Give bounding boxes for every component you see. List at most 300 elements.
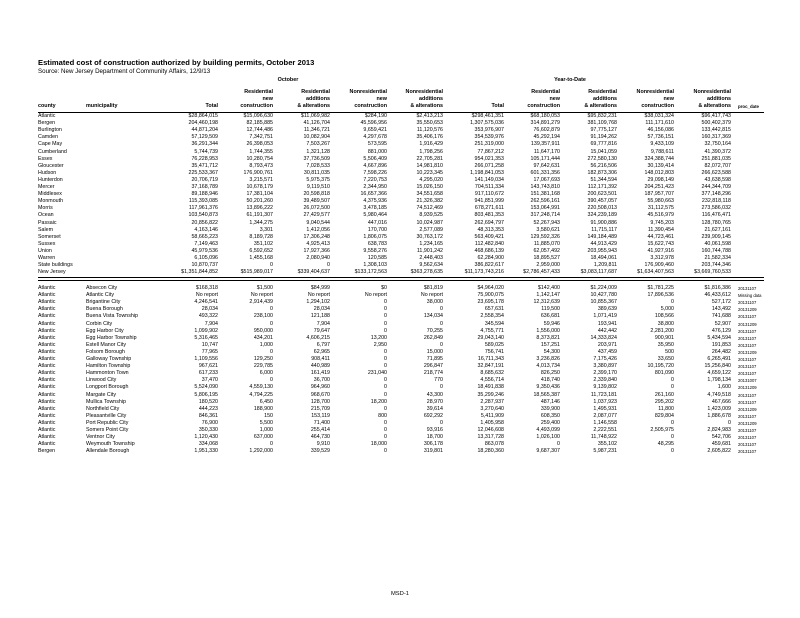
cell-municipality: Longport Borough [86, 384, 129, 391]
cell-value: 15,256,840 [704, 363, 731, 370]
cell-value: 4,606,215 [306, 334, 330, 341]
cell-municipality: Ventnor City [86, 434, 115, 441]
cell-value: 11,390,454 [647, 226, 674, 233]
cell-value: 900,901 [654, 334, 674, 341]
cell-value: 0 [671, 299, 674, 306]
table-row [0, 349, 800, 356]
cell-value: 0 [671, 434, 674, 441]
table-header [0, 77, 800, 112]
cell-value: $81,819 [423, 285, 443, 291]
cell-county: Atlantic [38, 313, 56, 320]
cell-county: Gloucester [38, 162, 64, 169]
cell-value: 119,500 [541, 306, 560, 313]
cell-value: 40,061,598 [704, 240, 731, 247]
cell-value: 12,312,639 [533, 299, 560, 306]
cell-municipality: Pleasantville City [86, 412, 127, 419]
cell-value: 493,322 [198, 313, 218, 320]
cell-value: 829,804 [654, 412, 674, 419]
cell-value: 355,102 [597, 441, 617, 448]
cell-value: 37,736,509 [303, 155, 330, 162]
cell-county: Atlantic [38, 427, 56, 433]
cell-value: 34,551,658 [416, 191, 443, 198]
cell-value: 13,317,728 [477, 434, 504, 441]
cell-value: 1,798,134 [707, 377, 731, 384]
cell-value: $1,500 [256, 285, 273, 291]
cell-proc-date: 20131107 [738, 357, 757, 362]
cell-value: 4,559,130 [249, 384, 273, 391]
cell-value: 0 [384, 327, 387, 334]
table-row [0, 113, 800, 120]
cell-municipality: Egg Harbor Township [86, 334, 137, 341]
cell-value: 39,489,507 [303, 198, 330, 205]
cell-value: 6,797 [316, 341, 330, 348]
cell-county: State buildings [38, 262, 73, 269]
cell-value: 46,156,086 [647, 127, 674, 134]
cell-value: 18,895,527 [533, 255, 560, 261]
cell-value: 143,743,810 [530, 184, 560, 190]
cell-value: 18,494,061 [590, 255, 617, 261]
cell-value: 10,024,987 [416, 219, 443, 226]
cell-value: 76,228,953 [191, 155, 218, 162]
cell-value: $4,964,020 [477, 285, 504, 291]
cell-value: 62,965 [313, 348, 330, 355]
col-total-ytd: Total [491, 103, 504, 109]
cell-value: 0 [384, 434, 387, 441]
cell-value: 17,896,536 [647, 292, 674, 299]
cell-value: 62,284,900 [477, 255, 504, 261]
cell-value: 91,900,886 [590, 219, 617, 226]
table-row [0, 292, 800, 299]
cell-value: 1,951,330 [194, 448, 218, 455]
cell-value: 0 [384, 313, 387, 320]
table-row [0, 141, 800, 148]
cell-value: 5,980,464 [363, 212, 387, 219]
cell-municipality: Estell Manor City [86, 341, 127, 348]
cell-value: 15,000 [426, 348, 443, 355]
cell-value: 141,149,034 [474, 176, 504, 183]
cell-value: 9,562,634 [419, 262, 443, 269]
cell-county: Atlantic [38, 306, 56, 313]
cell-value: 44,913,429 [590, 240, 617, 247]
cell-value: 7,175,426 [593, 356, 617, 362]
table-row [0, 120, 800, 127]
cell-value: 9,659,421 [363, 127, 387, 134]
cell-value: $1,224,009 [590, 285, 617, 291]
cell-value: 82,072,707 [704, 162, 731, 169]
cell-value: 232,818,118 [701, 198, 731, 205]
cell-value: 58,665,223 [191, 233, 218, 240]
cell-value: 3,380,897 [593, 363, 617, 370]
cell-value: 28,034 [313, 306, 330, 313]
table-row [0, 255, 800, 262]
cell-value: 61,191,307 [246, 212, 273, 219]
cell-value: 262,849 [423, 334, 443, 341]
cell-value: 1,099,902 [194, 327, 218, 334]
cell-municipality: Hamilton Township [86, 363, 131, 370]
cell-value: 116,476,471 [701, 212, 731, 219]
table-row [0, 198, 800, 205]
cell-value: 4,493,099 [536, 427, 560, 433]
table-row [0, 285, 800, 292]
report-source: Source: New Jersey Department of Community Affairs, 12/9/13 [38, 68, 211, 75]
cell-value: $515,989,017 [240, 269, 273, 276]
cell-value: 55,980,663 [647, 198, 674, 205]
cell-proc-date: 20131209 [738, 385, 757, 391]
cell-proc-date: 20131209 [738, 321, 757, 327]
cell-value: $38,031,324 [644, 113, 674, 119]
table-row [0, 370, 800, 377]
cell-proc-date: 20131007 [738, 378, 757, 384]
table-row [0, 384, 800, 391]
cell-value: 128,780,765 [701, 219, 731, 226]
cell-value: 13,896,222 [246, 205, 273, 212]
cell-value: 255,414 [310, 427, 330, 433]
cell-value: $1,351,844,852 [181, 269, 218, 276]
cell-value: 617,233 [198, 370, 218, 377]
cell-value: 447,016 [367, 219, 387, 226]
cell-value: 193,941 [597, 320, 617, 327]
table-row [0, 335, 800, 342]
cell-value: 11,715,117 [591, 226, 617, 233]
table-row [0, 184, 800, 191]
cell-value: 35,950 [657, 341, 674, 348]
cell-county: Atlantic [38, 398, 56, 405]
cell-value: 29,043,140 [477, 334, 504, 341]
cell-value: 41,927,916 [647, 247, 674, 254]
cell-value: 11,800 [658, 405, 674, 412]
cell-value: 1,234,165 [419, 240, 443, 247]
cell-proc-date: 20131107 [738, 399, 757, 405]
cell-value: 7,904 [316, 320, 330, 327]
cell-value: 5,434,594 [707, 334, 731, 341]
cell-value: 4,659,122 [707, 370, 731, 377]
cell-value: 103,540,873 [188, 212, 218, 219]
cell-value: 36,700 [313, 377, 330, 384]
cell-value: 9,350,436 [536, 384, 560, 391]
cell-value: 967,621 [198, 363, 218, 370]
cell-value: 0 [384, 419, 387, 426]
cell-value: 0 [671, 448, 674, 455]
cell-value: 908,411 [311, 356, 330, 362]
cell-proc-date: Missing data [738, 293, 762, 299]
cell-value: 38,800 [657, 320, 674, 327]
cell-value: 7,342,751 [249, 134, 273, 141]
cell-value: 0 [327, 262, 330, 269]
cell-value: 188,900 [253, 405, 273, 412]
cell-county: Atlantic [38, 391, 56, 398]
cell-value: $2,413,213 [416, 113, 443, 119]
cell-value: 8,939,525 [419, 212, 443, 219]
cell-value: 37,470 [201, 377, 218, 384]
cell-value: 1,886,678 [707, 412, 731, 419]
cell-value: 801,090 [654, 370, 674, 377]
col-county: county [38, 103, 56, 109]
cell-value: 20,856,822 [191, 219, 218, 226]
cell-value: 2,080,940 [306, 255, 330, 261]
cell-municipality: Egg Harbor City [86, 327, 124, 334]
table-row [0, 170, 800, 177]
cell-value: $284,190 [364, 113, 387, 119]
cell-value: 182,873,306 [587, 169, 617, 176]
cell-county: Sussex [38, 240, 56, 247]
cell-value: 381,109,768 [587, 120, 617, 127]
cell-value: 2,222,551 [593, 427, 617, 433]
cell-value: 129,250 [253, 356, 273, 362]
cell-value: 6,000 [259, 370, 273, 377]
cell-county: Hunterdon [38, 176, 63, 183]
cell-county: Atlantic [38, 441, 56, 448]
cell-value: 10,280,754 [246, 155, 273, 162]
cell-value: 45,292,194 [533, 134, 560, 141]
cell-value: 770 [434, 377, 443, 384]
cell-value: No report [307, 292, 330, 299]
cell-value: 9,788,611 [650, 148, 674, 155]
cell-value: 204,251,423 [644, 184, 674, 190]
cell-value: 11,748,922 [590, 434, 617, 441]
cell-value: 3,580,621 [536, 226, 560, 233]
cell-value: 324,388,744 [644, 155, 674, 162]
cell-value: 128,700 [310, 398, 330, 405]
cell-value: 48,313,353 [477, 226, 504, 233]
cell-value: 1,209,811 [593, 262, 617, 269]
cell-value: 112,482,840 [474, 240, 504, 247]
cell-value: 0 [384, 405, 387, 412]
cell-value: 1,556,000 [536, 327, 560, 334]
table-row [0, 191, 800, 198]
cell-value: 262,694,797 [474, 219, 504, 226]
cell-value: 203,955,943 [587, 247, 617, 254]
cell-value: 500 [665, 348, 674, 355]
cell-value: 97,775,127 [590, 127, 617, 134]
cell-value: 440,989 [310, 363, 330, 370]
cell-value: 4,013,734 [536, 363, 560, 370]
table-row [0, 234, 800, 241]
cell-value: 0 [440, 306, 443, 313]
cell-proc-date: 20131209 [738, 349, 757, 355]
cell-municipality: Linwood City [86, 377, 117, 384]
cell-county: Ocean [38, 212, 54, 219]
cell-value: 4,749,518 [707, 391, 731, 398]
cell-county: Atlantic [38, 292, 56, 299]
cell-value: 1,412,056 [306, 226, 330, 233]
cell-value: 161,419 [310, 370, 330, 377]
county-total-rule [38, 277, 764, 278]
cell-value: 27,429,577 [303, 212, 330, 219]
period-ytd: Year-to-Date [554, 77, 586, 83]
cell-value: 35,550,653 [416, 120, 443, 127]
county-total-rule-2 [38, 280, 764, 281]
cell-value: 476,129 [711, 327, 731, 334]
cell-value: 26,398,053 [246, 141, 273, 148]
col-res-new-ytd: Residential new construction [527, 89, 560, 109]
table-row [0, 420, 800, 427]
cell-value: 803,481,353 [474, 212, 504, 219]
cell-value: 117,961,376 [188, 205, 218, 212]
cell-value: 0 [440, 320, 443, 327]
cell-value: 4,794,225 [249, 391, 273, 398]
cell-value: 28,034 [201, 306, 218, 313]
cell-value: 10,870,737 [191, 262, 218, 269]
cell-value: 296,847 [423, 363, 443, 370]
cell-value: 139,357,911 [530, 141, 560, 148]
cell-value: 39,614 [426, 405, 443, 412]
cell-value: 353,976,907 [474, 127, 504, 134]
table-row [0, 220, 800, 227]
cell-value: 52,267,943 [533, 219, 560, 226]
cell-value: 5,506,409 [363, 155, 387, 162]
col-res-new-oct: Residential new construction [240, 89, 273, 109]
cell-value: 52,907 [714, 320, 731, 327]
cell-value: 17,927,366 [303, 247, 330, 254]
cell-proc-date: 20131107 [738, 442, 757, 448]
cell-value: $168,318 [195, 285, 218, 291]
table-row [0, 377, 800, 384]
cell-value: 251,881,035 [701, 155, 731, 162]
cell-municipality: Folsom Borough [86, 348, 125, 355]
cell-value: 11,885,070 [533, 240, 560, 247]
cell-county: Atlantic [38, 285, 56, 291]
cell-value: 18,700 [426, 434, 443, 441]
cell-value: 11,120,576 [416, 127, 443, 134]
cell-value: 0 [557, 441, 560, 448]
cell-value: 6,592,652 [249, 247, 273, 254]
cell-value: 21,582,334 [704, 255, 731, 261]
cell-value: 91,194,262 [590, 134, 617, 141]
table-row [0, 363, 800, 370]
col-nonres-add-ytd: Nonresidential additions & alterations [693, 89, 731, 109]
cell-value: 10,855,367 [590, 299, 617, 306]
cell-value: 1,294,102 [306, 299, 330, 306]
cell-value: 0 [270, 377, 273, 384]
cell-value: 35,299,246 [477, 391, 504, 398]
cell-value: 339,529 [310, 448, 330, 455]
cell-value: 11,901,242 [416, 247, 443, 254]
cell-value: 41,390,372 [704, 148, 731, 155]
cell-value: 200,623,501 [587, 191, 617, 198]
cell-value: 15,026,150 [416, 184, 443, 190]
cell-value: 36,291,344 [191, 141, 218, 148]
cell-value: 259,400 [540, 419, 560, 426]
cell-value: 46,433,612 [704, 292, 731, 299]
cell-value: 8,793,473 [249, 162, 273, 169]
col-total-oct: Total [205, 103, 218, 109]
cell-proc-date: 20131107 [738, 371, 757, 377]
period-october: October [277, 77, 299, 83]
cell-county: Atlantic [38, 113, 56, 119]
cell-value: 18,280,360 [477, 448, 504, 455]
cell-value: 26,072,500 [303, 205, 330, 212]
cell-value: 22,705,281 [416, 155, 443, 162]
cell-municipality: Absecon City [86, 285, 118, 291]
cell-value: 692,292 [423, 412, 443, 419]
cell-value: 1,292,000 [249, 448, 273, 455]
cell-value: 76,900 [201, 419, 218, 426]
cell-value: $133,172,563 [354, 269, 387, 276]
cell-county: Mercer [38, 184, 55, 190]
cell-value: 324,239,189 [587, 212, 617, 219]
table-row [0, 241, 800, 248]
cell-value: 111,171,610 [645, 120, 674, 127]
cell-value: 9,745,203 [650, 219, 674, 226]
cell-value: 176,900,761 [243, 169, 273, 176]
cell-county: Atlantic [38, 334, 56, 341]
cell-value: 32,750,164 [704, 141, 731, 148]
cell-value: 1,600 [717, 384, 731, 391]
cell-county: Cumberland [38, 148, 67, 155]
cell-county: Union [38, 247, 52, 254]
cell-value: 527,172 [711, 299, 731, 306]
cell-value: $96,417,743 [701, 113, 731, 119]
cell-value: 418,740 [540, 377, 560, 384]
cell-value: 917,110,672 [474, 191, 504, 198]
cell-value: 6,450 [259, 398, 273, 405]
cell-value: 9,558,276 [363, 247, 387, 254]
cell-value: 1,321,128 [306, 148, 330, 155]
cell-value: 50,201,260 [246, 198, 273, 205]
cell-value: $1,634,407,563 [637, 269, 674, 276]
col-proc-date: proc_date [738, 104, 759, 109]
table-row [0, 356, 800, 363]
cell-value: No report [195, 292, 218, 299]
cell-value: 11,723,181 [590, 391, 617, 398]
table-row [0, 434, 800, 441]
cell-county: Camden [38, 134, 59, 141]
cell-county: Atlantic [38, 320, 56, 327]
cell-county: Atlantic [38, 434, 56, 441]
cell-proc-date: 20131107 [738, 435, 757, 441]
cell-proc-date: 20131107 [738, 335, 757, 341]
col-res-add-oct: Residential additions & alterations [297, 89, 330, 109]
cell-value: 1,744,355 [249, 148, 273, 155]
cell-value: 170,700 [367, 226, 387, 233]
cell-proc-date: 20131209 [738, 406, 757, 412]
cell-value: 8,685,632 [480, 370, 504, 377]
cell-municipality: Corbin City [86, 320, 113, 327]
cell-value: 14,333,824 [590, 334, 617, 341]
cell-value: 2,281,200 [650, 327, 674, 334]
cell-value: 82,185,885 [246, 120, 273, 127]
cell-value: 18,200 [370, 398, 387, 405]
cell-value: 71,400 [313, 419, 330, 426]
cell-value: 45,596,956 [360, 120, 387, 127]
cell-value: 21,627,161 [704, 226, 731, 233]
cell-value: 0 [384, 348, 387, 355]
cell-value: 108,566 [654, 313, 674, 320]
cell-value: 1,146,558 [593, 419, 617, 426]
cell-value: 272,580,130 [587, 155, 617, 162]
cell-proc-date: 20131107 [738, 300, 757, 306]
table-row [0, 127, 800, 134]
cell-value: 1,037,923 [593, 398, 617, 405]
cell-municipality: Atlantic City [86, 292, 114, 299]
cell-proc-date: 20131107 [738, 449, 757, 455]
cell-value: 4,925,413 [306, 240, 330, 247]
cell-municipality: Weymouth Township [86, 441, 135, 448]
cell-county: Bergen [38, 120, 56, 127]
cell-proc-date: 20131107 [738, 328, 757, 334]
cell-county: Burlington [38, 127, 62, 134]
cell-value: 8,373,821 [536, 334, 560, 341]
cell-value: No report [364, 292, 387, 299]
cell-value: 273,586,032 [701, 205, 731, 212]
cell-value: 2,344,950 [363, 184, 387, 190]
cell-value: 941,851,999 [474, 198, 504, 205]
cell-value: 9,687,307 [536, 448, 560, 455]
table-row [0, 134, 800, 141]
cell-value: 97,642,631 [533, 162, 560, 169]
cell-value: 2,605,822 [707, 448, 731, 455]
cell-value: 9,433,109 [650, 141, 674, 148]
